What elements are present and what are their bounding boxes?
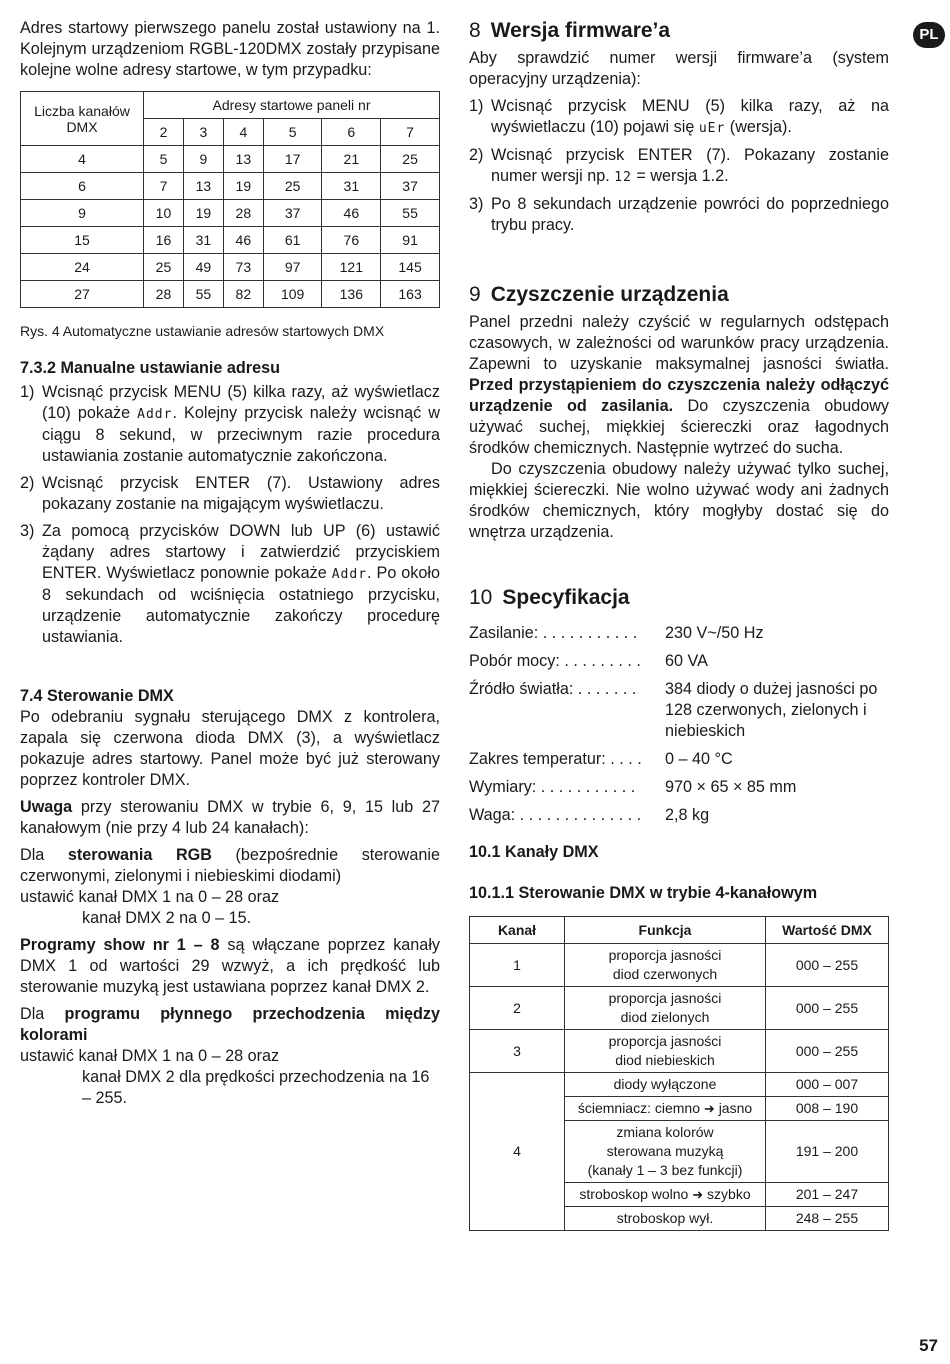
dmx-paragraph-2: Uwaga przy sterowaniu DMX w trybie 6, 9, 15 lub 27 kanałowym (nie przy 4 lub 24 kanałach): bbox=[20, 798, 440, 837]
panel-number-cell: 6 bbox=[322, 119, 381, 146]
list-text: Wcisnąć przycisk ENTER (7). Pokazany zostanie numer wersji np. bbox=[491, 146, 889, 185]
dmx-paragraph-3-line-2: ustawić kanał DMX 1 na 0 – 28 oraz bbox=[20, 888, 280, 906]
spec-row bbox=[469, 679, 889, 742]
table-cell: 27 bbox=[21, 281, 144, 308]
table-cell: 73 bbox=[223, 254, 263, 281]
value-cell: 000 – 255 bbox=[766, 987, 889, 1030]
spec-label: Waga: . . . . . . . . . . . . . . bbox=[469, 806, 642, 824]
list-text: (wersja). bbox=[725, 118, 792, 136]
list-text: . Kolejny przycisk należy wcisnąć w ciągu 8 sekund, w przeciwnym razie procedura ustawiania zostanie automatycznie zakończona. bbox=[42, 404, 440, 465]
arrow-right-icon: ➜ bbox=[692, 1187, 704, 1202]
table-cell: 25 bbox=[263, 173, 322, 200]
spec-value: 230 V~/50 Hz bbox=[665, 624, 764, 642]
spec-value: 2,8 kg bbox=[665, 806, 710, 824]
value-cell: 008 – 190 bbox=[766, 1097, 889, 1121]
cleaning-paragraph-2: Do czyszczenia obudowy należy używać tylko suchej, miękkiej ściereczki. Nie wolno używać wody ani żadnych środków chemicznych, który mogłyby dostać się do wnętrza urządzenia. bbox=[469, 460, 889, 541]
header-function: Funkcja bbox=[565, 917, 766, 944]
channel-cell: 4 bbox=[470, 1073, 565, 1231]
dmx-paragraph-3-line-3: kanał DMX 2 na 0 – 15. bbox=[82, 909, 252, 927]
list-item bbox=[469, 96, 889, 139]
table-cell: 19 bbox=[223, 173, 263, 200]
table-row bbox=[21, 254, 440, 281]
spec-value: 0 – 40 °C bbox=[665, 750, 733, 768]
section-10-1-title: 10.1 Kanały DMX bbox=[469, 843, 599, 861]
table-cell: 9 bbox=[21, 200, 144, 227]
table-cell: 136 bbox=[322, 281, 381, 308]
spec-value: 384 diody o dużej jasności po 128 czerwonych, zielonych i niebieskich bbox=[665, 680, 878, 740]
page-number: 57 bbox=[919, 1336, 938, 1355]
value-cell: 248 – 255 bbox=[766, 1207, 889, 1231]
table-cell: 76 bbox=[322, 227, 381, 254]
function-line: proporcja jasności bbox=[608, 1033, 722, 1049]
list-item bbox=[20, 382, 440, 467]
spec-label: Pobór mocy: . . . . . . . . . bbox=[469, 652, 641, 670]
start-address-table bbox=[20, 91, 440, 308]
list-text: Wcisnąć przycisk MENU (5) kilka razy, aż wyświetlacz (10) pokaże bbox=[42, 383, 440, 422]
section-10-title: 10 Specyfikacja bbox=[469, 586, 630, 609]
function-cell: stroboskop wolno ➜ szybko bbox=[565, 1183, 766, 1207]
header-dmx-value: Wartość DMX bbox=[766, 917, 889, 944]
table-cell: 37 bbox=[381, 173, 440, 200]
dmx-channel-table bbox=[469, 916, 889, 1231]
right-column bbox=[469, 18, 889, 1231]
table-cell: 31 bbox=[322, 173, 381, 200]
table-cell: 61 bbox=[263, 227, 322, 254]
spec-label: Zasilanie: . . . . . . . . . . . bbox=[469, 624, 638, 642]
table-row bbox=[21, 200, 440, 227]
list-text: = wersja 1.2. bbox=[631, 167, 729, 185]
function-line: diod czerwonych bbox=[612, 966, 718, 982]
table-cell: 25 bbox=[144, 254, 184, 281]
function-cell bbox=[565, 944, 766, 987]
spec-row bbox=[469, 777, 889, 798]
dmx-paragraph-5: Dla programu płynnego przechodzenia między kolorami bbox=[20, 1005, 440, 1044]
function-cell: diody wyłączone bbox=[565, 1073, 766, 1097]
display-readout: Addr bbox=[137, 407, 173, 422]
section-9-title: 9 Czyszczenie urządzenia bbox=[469, 283, 729, 306]
table-cell: 5 bbox=[144, 146, 184, 173]
table-cell: 31 bbox=[183, 227, 223, 254]
manual-address-steps bbox=[20, 382, 440, 648]
dmx-table-header bbox=[470, 917, 889, 944]
function-cell: ściemniacz: ciemno ➜ jasno bbox=[565, 1097, 766, 1121]
table-cell: 55 bbox=[381, 200, 440, 227]
cleaning-paragraph-1: Panel przedni należy czyścić w regularnych odstępach czasowych, w zależności od warunków pracy urządzenia. Zapewni to uzyskanie maksymalnej jasności światła. Przed przystąpieniem do czyszczenia należy odłączyć urządzenie od zasilania. Do czyszczenia obudowy używać suchej, miękkiej ściereczki oraz łagodnych środków chemicznych. Następnie wytrzeć do sucha. bbox=[469, 313, 889, 457]
table-cell: 21 bbox=[322, 146, 381, 173]
table-cell: 109 bbox=[263, 281, 322, 308]
section-7-3-2-title: 7.3.2 Manualne ustawianie adresu bbox=[20, 359, 280, 377]
dmx-paragraph-3: Dla sterowania RGB (bezpośrednie sterowanie czerwonymi, zielonymi i niebieskimi diodami) bbox=[20, 846, 440, 885]
table-cell: 10 bbox=[144, 200, 184, 227]
table-cell: 145 bbox=[381, 254, 440, 281]
spec-row bbox=[469, 623, 889, 644]
panel-number-cell: 7 bbox=[381, 119, 440, 146]
table-cell: 19 bbox=[183, 200, 223, 227]
list-item bbox=[20, 521, 440, 648]
table-cell: 9 bbox=[183, 146, 223, 173]
spec-value: 970 × 65 × 85 mm bbox=[665, 778, 797, 796]
list-number: 2) bbox=[469, 146, 484, 164]
intro-paragraph: Adres startowy pierwszego panelu został ustawiony na 1. Kolejnym urządzeniom RGBL-120DMX zostały przypisane kolejne wolne adresy startowe, w tym przypadku: bbox=[20, 19, 440, 79]
table-cell: 6 bbox=[21, 173, 144, 200]
figure-caption: Rys. 4 Automatyczne ustawianie adresów startowych DMX bbox=[20, 323, 385, 339]
value-cell: 000 – 007 bbox=[766, 1073, 889, 1097]
spec-label: Zakres temperatur: . . . . bbox=[469, 750, 642, 768]
table-row bbox=[470, 987, 889, 1030]
dmx-paragraph-5-line-2: ustawić kanał DMX 1 na 0 – 28 oraz bbox=[20, 1047, 280, 1065]
table-cell: 55 bbox=[183, 281, 223, 308]
table-cell: 28 bbox=[144, 281, 184, 308]
spec-value: 60 VA bbox=[665, 652, 708, 670]
table-cell: 163 bbox=[381, 281, 440, 308]
table-cell: 46 bbox=[322, 200, 381, 227]
table-cell: 37 bbox=[263, 200, 322, 227]
list-item bbox=[20, 473, 440, 515]
function-line: diod zielonych bbox=[620, 1009, 710, 1025]
left-column bbox=[20, 18, 440, 1109]
list-number: 1) bbox=[469, 97, 484, 115]
list-item bbox=[469, 145, 889, 188]
table-cell: 13 bbox=[223, 146, 263, 173]
section-10-1-1-title: 10.1.1 Sterowanie DMX w trybie 4-kanałowym bbox=[469, 884, 818, 902]
table-row bbox=[21, 281, 440, 308]
spec-row bbox=[469, 805, 889, 826]
table-row bbox=[21, 146, 440, 173]
spec-row bbox=[469, 651, 889, 672]
panel-number-cell: 2 bbox=[144, 119, 184, 146]
section-7-4-title: 7.4 Sterowanie DMX bbox=[20, 687, 174, 705]
value-cell: 000 – 255 bbox=[766, 1030, 889, 1073]
language-badge: PL bbox=[913, 22, 945, 48]
table-row bbox=[470, 1073, 889, 1097]
table-cell: 97 bbox=[263, 254, 322, 281]
table-cell: 7 bbox=[144, 173, 184, 200]
display-readout: Addr bbox=[331, 567, 368, 582]
table-cell: 24 bbox=[21, 254, 144, 281]
value-cell: 201 – 247 bbox=[766, 1183, 889, 1207]
table-cell: 28 bbox=[223, 200, 263, 227]
function-cell: stroboskop wył. bbox=[565, 1207, 766, 1231]
section-8-title: 8 Wersja firmware’a bbox=[469, 19, 671, 42]
panel-number-cell: 5 bbox=[263, 119, 322, 146]
spec-label: Źródło światła: . . . . . . . bbox=[469, 680, 637, 698]
display-readout: uEr bbox=[698, 121, 726, 136]
table-cell: 121 bbox=[322, 254, 381, 281]
list-number: 3) bbox=[469, 195, 484, 213]
function-cell: zmiana kolorów sterowana muzyką (kanały 1 – 3 bez funkcji) bbox=[565, 1121, 766, 1183]
table-cell: 46 bbox=[223, 227, 263, 254]
arrow-right-icon: ➜ bbox=[703, 1101, 715, 1116]
list-text: . Po około 8 sekundach od wciśnięcia ostatniego przycisku, urządzenie automatycznie zakończy procedurę ustawiania. bbox=[42, 564, 441, 646]
header-channel: Kanał bbox=[470, 917, 565, 944]
table-cell: 82 bbox=[223, 281, 263, 308]
function-cell bbox=[565, 987, 766, 1030]
table-cell: 13 bbox=[183, 173, 223, 200]
list-text: Wcisnąć przycisk MENU (5) kilka razy, aż na wyświetlaczu (10) pojawi się bbox=[491, 97, 889, 136]
function-line: proporcja jasności bbox=[608, 947, 722, 963]
list-text: Po 8 sekundach urządzenie powróci do poprzedniego trybu pracy. bbox=[491, 195, 889, 234]
table-row bbox=[470, 944, 889, 987]
display-readout: 12 bbox=[614, 170, 632, 185]
table-cell: 17 bbox=[263, 146, 322, 173]
function-line: proporcja jasności bbox=[608, 990, 722, 1006]
spec-row bbox=[469, 749, 889, 770]
table-cell: 91 bbox=[381, 227, 440, 254]
function-cell bbox=[565, 1030, 766, 1073]
dmx-paragraph-5-line-3: kanał DMX 2 dla prędkości przechodzenia na 16 – 255. bbox=[82, 1068, 430, 1107]
panels-group-header: Adresy startowe paneli nr bbox=[144, 92, 440, 119]
list-text: Za pomocą przycisków DOWN lub UP (6) ustawić żądany adres startowy i zatwierdzić przyciskiem ENTER. Wyświetlacz ponownie pokaże bbox=[42, 522, 440, 582]
table-row bbox=[470, 1030, 889, 1073]
list-text: Wcisnąć przycisk ENTER (7). Ustawiony adres pokazany zostanie na migającym wyświetlaczu. bbox=[42, 474, 440, 513]
table-cell: 16 bbox=[144, 227, 184, 254]
list-number: 1) bbox=[20, 383, 35, 401]
table-cell: 49 bbox=[183, 254, 223, 281]
channels-header: Liczba kanałów DMX bbox=[21, 92, 144, 146]
value-cell: 000 – 255 bbox=[766, 944, 889, 987]
channel-cell: 1 bbox=[470, 944, 565, 987]
list-number: 3) bbox=[20, 522, 35, 540]
dmx-paragraph-4: Programy show nr 1 – 8 są włączane poprzez kanały DMX 1 od wartości 29 wzwyż, a ich prędkość lub sterowanie muzyką jest ustawiana poprzez kanał DMX 2. bbox=[20, 936, 441, 996]
table-row bbox=[21, 173, 440, 200]
table-row bbox=[21, 227, 440, 254]
table-cell: 25 bbox=[381, 146, 440, 173]
list-item bbox=[469, 194, 889, 236]
channel-cell: 3 bbox=[470, 1030, 565, 1073]
spec-label: Wymiary: . . . . . . . . . . . bbox=[469, 778, 636, 796]
value-cell: 191 – 200 bbox=[766, 1121, 889, 1183]
specifications-list bbox=[469, 623, 889, 826]
firmware-steps bbox=[469, 96, 889, 236]
panel-number-cell: 3 bbox=[183, 119, 223, 146]
panel-number-cell: 4 bbox=[223, 119, 263, 146]
channel-cell: 2 bbox=[470, 987, 565, 1030]
dmx-paragraph-1: Po odebraniu sygnału sterującego DMX z kontrolera, zapala się czerwona dioda DMX (3), a wyświetlacz pokazuje adres startowy. Panel może być już sterowany poprzez kontroler DMX. bbox=[20, 708, 440, 789]
function-line: diod niebieskich bbox=[615, 1052, 715, 1068]
table-cell: 15 bbox=[21, 227, 144, 254]
list-number: 2) bbox=[20, 474, 35, 492]
table-cell: 4 bbox=[21, 146, 144, 173]
firmware-intro: Aby sprawdzić numer wersji firmware’a (system operacyjny urządzenia): bbox=[469, 49, 889, 88]
